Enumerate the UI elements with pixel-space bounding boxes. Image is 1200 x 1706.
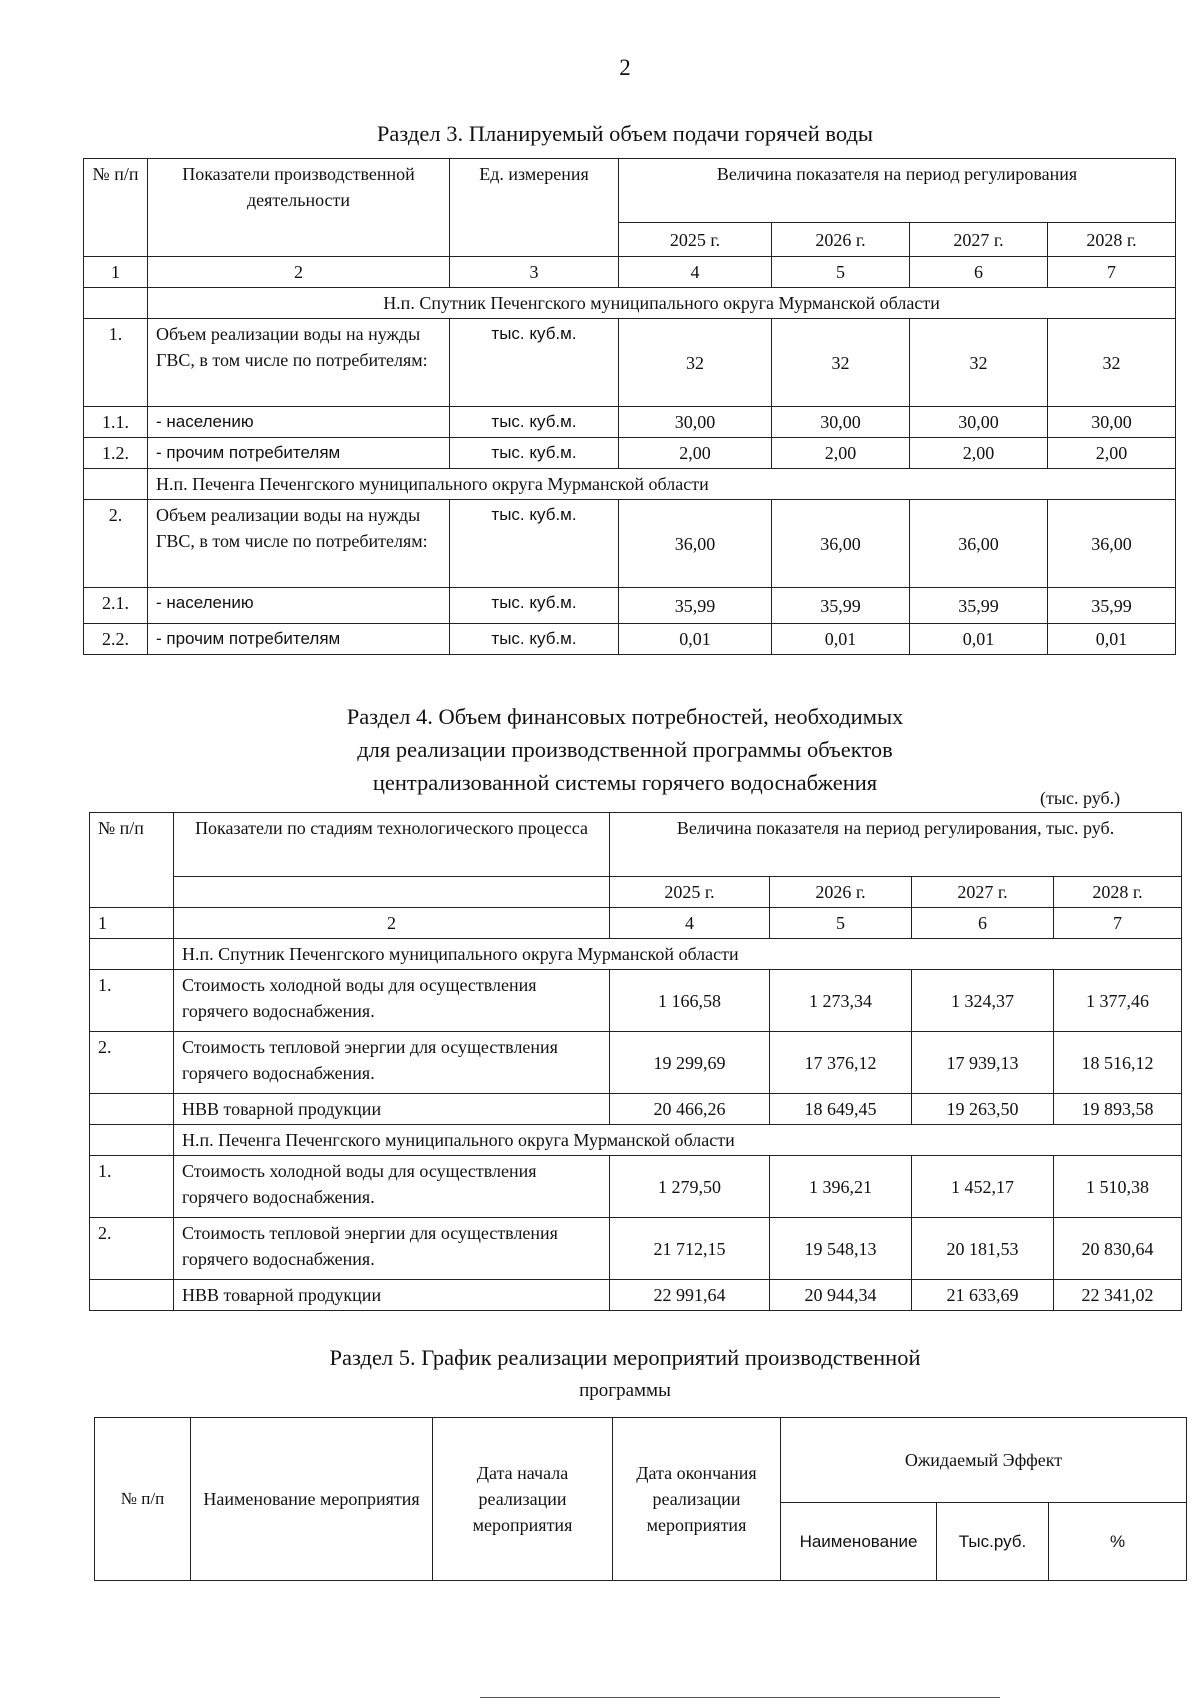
row-value: 2,00 <box>619 438 772 469</box>
row-value: 20 944,34 <box>770 1280 912 1311</box>
s3-header-num: № п/п <box>84 159 148 257</box>
bottom-rule <box>480 1697 1000 1698</box>
row-value: 32 <box>1048 319 1176 407</box>
row-value: 30,00 <box>1048 407 1176 438</box>
table-row <box>90 1094 1182 1125</box>
row-value: 2,00 <box>1048 438 1176 469</box>
row-value: 1 166,58 <box>610 970 770 1032</box>
row-value: 21 633,69 <box>912 1280 1054 1311</box>
row-value: 18 649,45 <box>770 1094 912 1125</box>
s3-header-unit: Ед. измерения <box>450 159 619 257</box>
table-row <box>84 407 1176 438</box>
row-value: 1 324,37 <box>912 970 1054 1032</box>
s4-colnum: 4 <box>610 908 770 939</box>
row-value: 2,00 <box>910 438 1048 469</box>
row-unit: тыс. куб.м. <box>450 319 619 407</box>
s4-group-row <box>90 939 1182 970</box>
s3-group-name: Н.п. Печенга Печенгского муниципального округа Мурманской области <box>148 469 1176 500</box>
section5-title-line: программы <box>579 1380 671 1401</box>
section5-title-line: Раздел 5. График реализации мероприятий производственной <box>329 1345 921 1370</box>
row-num: 2. <box>84 500 148 588</box>
s3-header-indicator: Показатели производственной деятельности <box>148 159 450 257</box>
s3-group-row <box>84 288 1176 319</box>
row-num: 1. <box>84 319 148 407</box>
row-num: 2.1. <box>84 588 148 624</box>
row-unit: тыс. куб.м. <box>450 624 619 655</box>
row-value: 30,00 <box>772 407 910 438</box>
row-value: 19 893,58 <box>1054 1094 1182 1125</box>
row-value: 36,00 <box>1048 500 1176 588</box>
row-num: 1.1. <box>84 407 148 438</box>
row-value: 20 466,26 <box>610 1094 770 1125</box>
row-value: 20 181,53 <box>912 1218 1054 1280</box>
row-value: 1 396,21 <box>770 1156 912 1218</box>
row-value: 1 273,34 <box>770 970 912 1032</box>
table-row <box>90 1032 1182 1094</box>
s3-year-2025: 2025 г. <box>619 223 772 257</box>
section3-table <box>83 158 1176 655</box>
row-name: - прочим потребителям <box>148 438 450 469</box>
row-name: Объем реализации воды на нужды ГВС, в том числе по потребителям: <box>148 500 450 588</box>
s3-colnum: 4 <box>619 257 772 288</box>
s3-group-name: Н.п. Спутник Печенгского муниципального округа Мурманской области <box>148 288 1176 319</box>
s4-colnum: 6 <box>912 908 1054 939</box>
row-value: 35,99 <box>910 588 1048 624</box>
s3-colnum: 2 <box>148 257 450 288</box>
row-value: 1 452,17 <box>912 1156 1054 1218</box>
row-value: 35,99 <box>772 588 910 624</box>
row-num: 2.2. <box>84 624 148 655</box>
row-value: 0,01 <box>1048 624 1176 655</box>
row-value: 35,99 <box>1048 588 1176 624</box>
s4-group-name: Н.п. Спутник Печенгского муниципального округа Мурманской области <box>174 939 1182 970</box>
row-name: Объем реализации воды на нужды ГВС, в том числе по потребителям: <box>148 319 450 407</box>
row-value: 36,00 <box>910 500 1048 588</box>
table-row <box>84 588 1176 624</box>
row-unit: тыс. куб.м. <box>450 438 619 469</box>
row-value: 36,00 <box>772 500 910 588</box>
row-name: - населению <box>148 588 450 624</box>
table-row <box>84 319 1176 407</box>
table-row <box>90 970 1182 1032</box>
s5-header-event-name: Наименование мероприятия <box>191 1418 433 1581</box>
s5-header-effect-pct: % <box>1049 1503 1187 1581</box>
row-value: 19 263,50 <box>912 1094 1054 1125</box>
s4-group-name: Н.п. Печенга Печенгского муниципального округа Мурманской области <box>174 1125 1182 1156</box>
row-value: 22 341,02 <box>1054 1280 1182 1311</box>
row-name: Стоимость тепловой энергии для осуществления горячего водоснабжения. <box>174 1032 610 1094</box>
s5-header-num: № п/п <box>95 1418 191 1581</box>
s5-header-start-date: Дата начала реализации мероприятия <box>433 1418 613 1581</box>
s3-column-numbers-row <box>84 257 1176 288</box>
row-value: 1 510,38 <box>1054 1156 1182 1218</box>
s3-colnum: 5 <box>772 257 910 288</box>
row-value: 17 376,12 <box>770 1032 912 1094</box>
row-unit: тыс. куб.м. <box>450 588 619 624</box>
row-num: 2. <box>90 1218 174 1280</box>
row-num: 2. <box>90 1032 174 1094</box>
s4-colnum: 1 <box>90 908 174 939</box>
row-name: НВВ товарной продукции <box>174 1094 610 1125</box>
s3-colnum: 3 <box>450 257 619 288</box>
row-unit: тыс. куб.м. <box>450 500 619 588</box>
row-value: 18 516,12 <box>1054 1032 1182 1094</box>
section4-title-line: централизованной системы горячего водоснабжения <box>372 770 878 795</box>
table-row <box>90 1218 1182 1280</box>
s3-year-2026: 2026 г. <box>772 223 910 257</box>
row-value: 1 279,50 <box>610 1156 770 1218</box>
s3-colnum: 1 <box>84 257 148 288</box>
row-value: 32 <box>619 319 772 407</box>
row-name: Стоимость холодной воды для осуществления горячего водоснабжения. <box>174 1156 610 1218</box>
row-num: 1. <box>90 1156 174 1218</box>
section5-title <box>0 1341 1200 1407</box>
s4-header-value: Величина показателя на период регулирования, тыс. руб. <box>610 813 1182 877</box>
s4-year-2026: 2026 г. <box>770 877 912 908</box>
row-value: 22 991,64 <box>610 1280 770 1311</box>
s4-header-num: № п/п <box>90 813 174 908</box>
row-value: 30,00 <box>619 407 772 438</box>
row-num: 1. <box>90 970 174 1032</box>
row-value: 30,00 <box>910 407 1048 438</box>
s3-header-value: Величина показателя на период регулирования <box>619 159 1176 223</box>
row-name: Стоимость тепловой энергии для осуществления горячего водоснабжения. <box>174 1218 610 1280</box>
s3-colnum: 6 <box>910 257 1048 288</box>
s5-header-effect-rub: Тыс.руб. <box>937 1503 1049 1581</box>
section4-title <box>0 700 1200 799</box>
row-value: 32 <box>772 319 910 407</box>
row-value: 1 377,46 <box>1054 970 1182 1032</box>
table-row <box>90 1156 1182 1218</box>
row-value: 21 712,15 <box>610 1218 770 1280</box>
row-name: НВВ товарной продукции <box>174 1280 610 1311</box>
s5-header-effect: Ожидаемый Эффект <box>781 1418 1187 1503</box>
s3-group-row <box>84 469 1176 500</box>
table-row <box>84 624 1176 655</box>
row-value: 32 <box>910 319 1048 407</box>
s5-header-end-date: Дата окончания реализации мероприятия <box>613 1418 781 1581</box>
row-value: 2,00 <box>772 438 910 469</box>
row-value: 17 939,13 <box>912 1032 1054 1094</box>
row-name: Стоимость холодной воды для осуществления горячего водоснабжения. <box>174 970 610 1032</box>
section5-table <box>94 1417 1187 1581</box>
row-value: 0,01 <box>772 624 910 655</box>
row-num <box>90 1094 174 1125</box>
s4-header-indicator: Показатели по стадиям технологического процесса <box>174 813 610 877</box>
s3-colnum: 7 <box>1048 257 1176 288</box>
s4-year-2027: 2027 г. <box>912 877 1054 908</box>
section3-title: Раздел 3. Планируемый объем подачи горячей воды <box>376 121 874 146</box>
s4-colnum: 7 <box>1054 908 1182 939</box>
row-value: 0,01 <box>910 624 1048 655</box>
row-num <box>90 1280 174 1311</box>
section4-title-line: для реализации производственной программы объектов <box>357 737 893 762</box>
table-row <box>84 438 1176 469</box>
row-unit: тыс. куб.м. <box>450 407 619 438</box>
s4-year-2028: 2028 г. <box>1054 877 1182 908</box>
row-name: - населению <box>148 407 450 438</box>
section4-unit-note: (тыс. руб.) <box>1040 788 1121 808</box>
section4-title-line: Раздел 4. Объем финансовых потребностей, необходимых <box>346 704 904 729</box>
row-num: 1.2. <box>84 438 148 469</box>
row-value: 36,00 <box>619 500 772 588</box>
s3-year-2027: 2027 г. <box>910 223 1048 257</box>
row-name: - прочим потребителям <box>148 624 450 655</box>
row-value: 20 830,64 <box>1054 1218 1182 1280</box>
row-value: 0,01 <box>619 624 772 655</box>
s4-group-row <box>90 1125 1182 1156</box>
section4-table <box>89 812 1182 1311</box>
s3-year-2028: 2028 г. <box>1048 223 1176 257</box>
table-row <box>90 1280 1182 1311</box>
table-row <box>84 500 1176 588</box>
row-value: 19 299,69 <box>610 1032 770 1094</box>
s4-colnum: 2 <box>174 908 610 939</box>
s4-colnum: 5 <box>770 908 912 939</box>
row-value: 19 548,13 <box>770 1218 912 1280</box>
row-value: 35,99 <box>619 588 772 624</box>
s5-header-effect-name: Наименование <box>781 1503 937 1581</box>
s4-column-numbers-row <box>90 908 1182 939</box>
s4-year-2025: 2025 г. <box>610 877 770 908</box>
page-number: 2 <box>619 55 631 80</box>
